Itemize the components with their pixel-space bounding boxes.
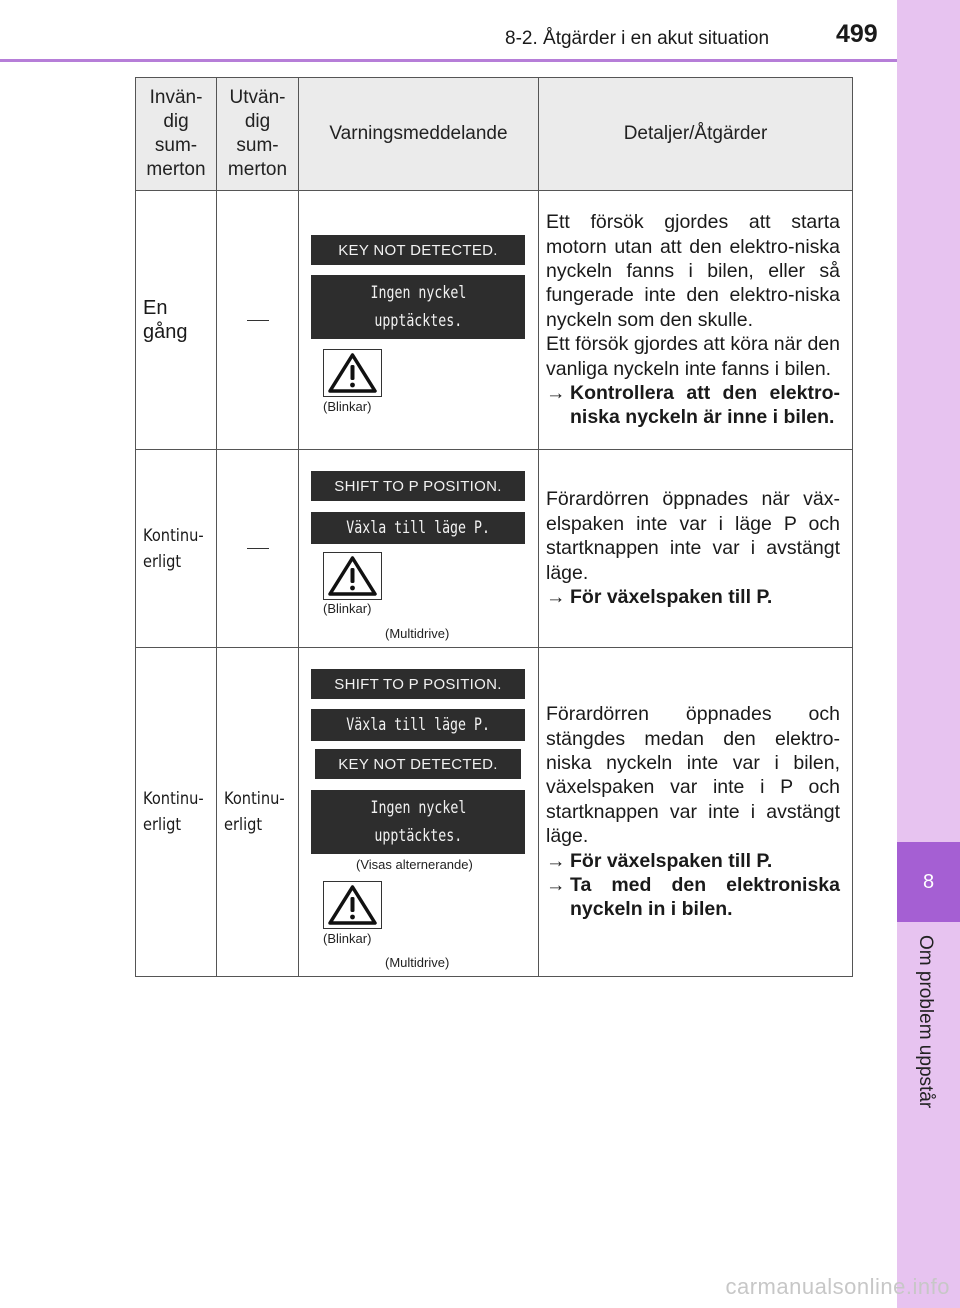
row1-inside-chime xyxy=(136,191,217,450)
blink-caption: (Blinkar) xyxy=(323,931,372,946)
row2-message-cell xyxy=(299,450,539,648)
display-shift-to-p: SHIFT TO P POSITION. xyxy=(311,669,525,699)
row3-outside-chime-text: Kontinu- erligt xyxy=(224,789,285,835)
blink-caption: (Blinkar) xyxy=(323,601,372,616)
row3-outside-chime xyxy=(217,648,299,977)
display-vaxla-till-p-text: Växla till läge P. xyxy=(346,715,490,735)
row2-inside-chime xyxy=(136,450,217,648)
row1-outside-chime xyxy=(217,191,299,450)
row1-detail-1: Ett försök gjordes att starta motorn utan att den elektro-niska nyckeln fanns i bilen, eller så fungerade inte den elektro-niska nyckeln som den skulle. xyxy=(546,211,840,331)
display-ingen-nyckel-line1: Ingen nyckel xyxy=(370,283,466,303)
row3-inside-chime-text: Kontinu- erligt xyxy=(143,789,204,835)
row2-action-text: För växelspaken till P. xyxy=(570,586,773,609)
page-number: 499 xyxy=(836,20,878,48)
chapter-title: Om problem uppstår xyxy=(915,935,936,1109)
header-outside-chime xyxy=(217,78,299,191)
display-ingen-nyckel-line1: Ingen nyckel xyxy=(370,798,466,818)
row3-message-cell xyxy=(299,648,539,977)
row1-action-text: Kontrollera att den elektro-niska nyckeln är inne i bilen. xyxy=(570,382,840,429)
arrow-icon: → xyxy=(546,586,566,609)
display-ingen-nyckel-line2: upptäcktes. xyxy=(374,311,462,331)
row2-inside-chime-text: Kontinu- erligt xyxy=(143,525,204,572)
row2-details xyxy=(539,450,853,648)
display-vaxla-till-p-text: Växla till läge P. xyxy=(346,518,490,538)
arrow-icon: → xyxy=(546,849,566,872)
row3-action-1 xyxy=(546,849,840,873)
row3-inside-chime xyxy=(136,648,217,977)
chapter-number-tab[interactable]: 8 xyxy=(897,842,960,922)
row2-action xyxy=(546,585,840,609)
multidrive-caption: (Multidrive) xyxy=(385,626,450,641)
display-ingen-nyckel xyxy=(311,790,525,854)
blink-caption: (Blinkar) xyxy=(323,399,372,414)
display-vaxla-till-p xyxy=(311,512,525,544)
header-warning-message: Varningsmeddelande xyxy=(299,78,539,191)
table-row xyxy=(136,450,853,648)
dash xyxy=(247,320,269,321)
row3-action-1-text: För växelspaken till P. xyxy=(570,849,773,872)
header-divider xyxy=(0,59,898,62)
row3-action-2-text: Ta med den elektroniska nyckeln in i bilen. xyxy=(570,874,840,921)
warning-triangle-icon xyxy=(323,881,382,929)
arrow-icon: → xyxy=(546,874,566,897)
header-outside-chime-label: Utvän- dig sum- merton xyxy=(227,87,288,180)
watermark[interactable]: carmanualsonline.info xyxy=(725,1274,950,1299)
row1-details xyxy=(539,191,853,450)
row2-outside-chime xyxy=(217,450,299,648)
section-title: 8-2. Åtgärder i en akut situation xyxy=(505,28,770,49)
dash xyxy=(247,548,269,549)
table-header-row xyxy=(136,78,853,191)
multidrive-caption: (Multidrive) xyxy=(385,955,450,970)
header-inside-chime-label: Invän- dig sum- merton xyxy=(146,87,206,180)
row1-message-cell xyxy=(299,191,539,450)
row1-action xyxy=(546,381,840,430)
display-vaxla-till-p xyxy=(311,709,525,741)
display-ingen-nyckel-line2: upptäcktes. xyxy=(374,826,462,846)
header-inside-chime xyxy=(136,78,217,191)
row2-detail-1: Förardörren öppnades när väx-elspaken inte var i läge P och startknappen inte var i avstängt läge. xyxy=(546,488,840,584)
row3-detail-1: Förardörren öppnades och stängdes medan den elektro-niska nyckeln inte var i bilen, växelspaken var inte i P och startknappen var inte i avstängt läge. xyxy=(546,703,840,848)
row1-inside-chime-text: En gång xyxy=(143,297,188,343)
warning-triangle-icon xyxy=(323,552,382,600)
header-details: Detaljer/Åtgärder xyxy=(539,78,853,191)
row3-details xyxy=(539,648,853,977)
display-ingen-nyckel xyxy=(311,275,525,339)
alternating-caption: (Visas alternerande) xyxy=(356,857,473,872)
warning-triangle-icon xyxy=(323,349,382,397)
table-row xyxy=(136,648,853,977)
side-tab-background xyxy=(897,0,960,842)
row1-detail-2: Ett försök gjordes att köra när den vanliga nyckeln inte fanns i bilen. xyxy=(546,333,840,380)
display-key-not-detected: KEY NOT DETECTED. xyxy=(315,749,521,779)
row3-action-2 xyxy=(546,873,840,922)
warning-table xyxy=(135,77,853,977)
arrow-icon: → xyxy=(546,382,566,405)
display-shift-to-p: SHIFT TO P POSITION. xyxy=(311,471,525,501)
table-row xyxy=(136,191,853,450)
display-key-not-detected: KEY NOT DETECTED. xyxy=(311,235,525,265)
